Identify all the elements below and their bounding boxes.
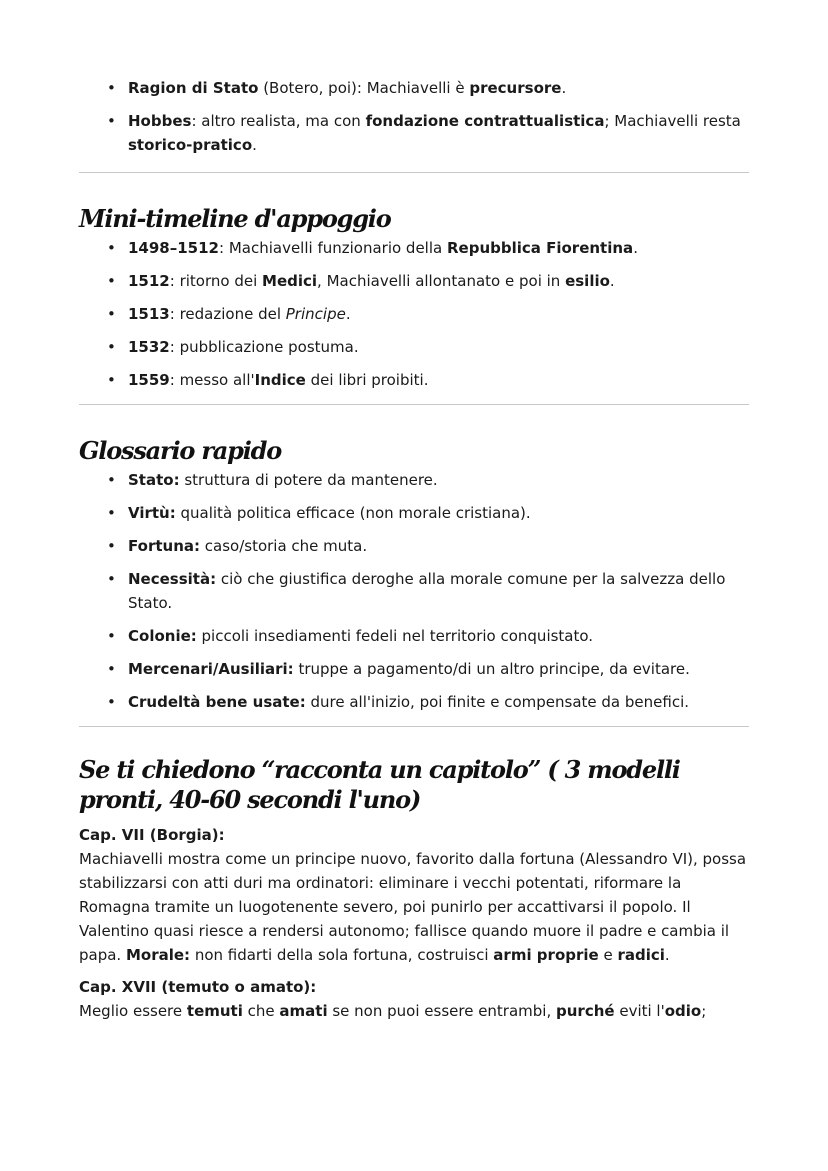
section-divider (79, 404, 749, 405)
cap17-heading: Cap. XVII (temuto o amato): (79, 978, 317, 996)
list-item: • 1512: ritorno dei Medici, Machiavelli allontanato e poi in esilio. (128, 269, 749, 293)
list-item: • Fortuna: caso/storia che muta. (128, 534, 749, 558)
list-item: • Mercenari/Ausiliari: truppe a pagamento/di un altro principe, da evitare. (128, 657, 749, 681)
glossary-list (79, 468, 749, 714)
glossary-heading: Glossario rapido (79, 436, 282, 465)
list-item: • Crudeltà bene usate: dure all'inizio, poi finite e compensate da benefici. (128, 690, 749, 714)
list-item: • Virtù: qualità politica efficace (non morale cristiana). (128, 501, 749, 525)
list-item: • 1532: pubblicazione postuma. (128, 335, 749, 359)
list-item: • 1498–1512: Machiavelli funzionario della Repubblica Fiorentina. (128, 236, 749, 260)
list-item: • 1559: messo all'Indice dei libri proibiti. (128, 368, 749, 392)
list-item: • Colonie: piccoli insediamenti fedeli nel territorio conquistato. (128, 624, 749, 648)
section-divider (79, 726, 749, 727)
list-item: • Necessità: ciò che giustifica deroghe alla morale comune per la salvezza dello Stato. (128, 567, 749, 615)
document-page (79, 76, 749, 1023)
timeline-heading: Mini-timeline d'appoggio (79, 204, 391, 233)
section-divider (79, 172, 749, 173)
list-item: • Stato: struttura di potere da mantenere. (128, 468, 749, 492)
list-item: • 1513: redazione del Principe. (128, 302, 749, 326)
capitoli-heading: Se ti chiedono “racconta un capitolo” ( 3 modelli pronti, 40-60 secondi l'uno) (79, 755, 680, 814)
cap17-paragraph: Meglio essere temuti che amati se non puoi essere entrambi, purché eviti l'odio; (79, 1002, 707, 1020)
cap7-heading: Cap. VII (Borgia): (79, 826, 225, 844)
list-item: • Ragion di Stato (Botero, poi): Machiavelli è precursore. (128, 76, 749, 100)
top-bullet-list (79, 76, 749, 157)
cap7-paragraph: Machiavelli mostra come un principe nuovo, favorito dalla fortuna (Alessandro VI), possa stabilizzarsi con atti duri ma ordinatori: eliminare i vecchi potentati, riformare la Romagna tramite un luogotenente severo, poi punirlo per accattivarsi il popolo. Il Valentino quasi riesce a rendersi autonomo; fallisce quando muore il padre e cambia il papa. Morale: non fidarti della sola fortuna, costruisci armi proprie e radici. (79, 850, 747, 964)
list-item: • Hobbes: altro realista, ma con fondazione contrattualistica; Machiavelli resta storico-pratico. (128, 109, 749, 157)
timeline-list (79, 236, 749, 392)
